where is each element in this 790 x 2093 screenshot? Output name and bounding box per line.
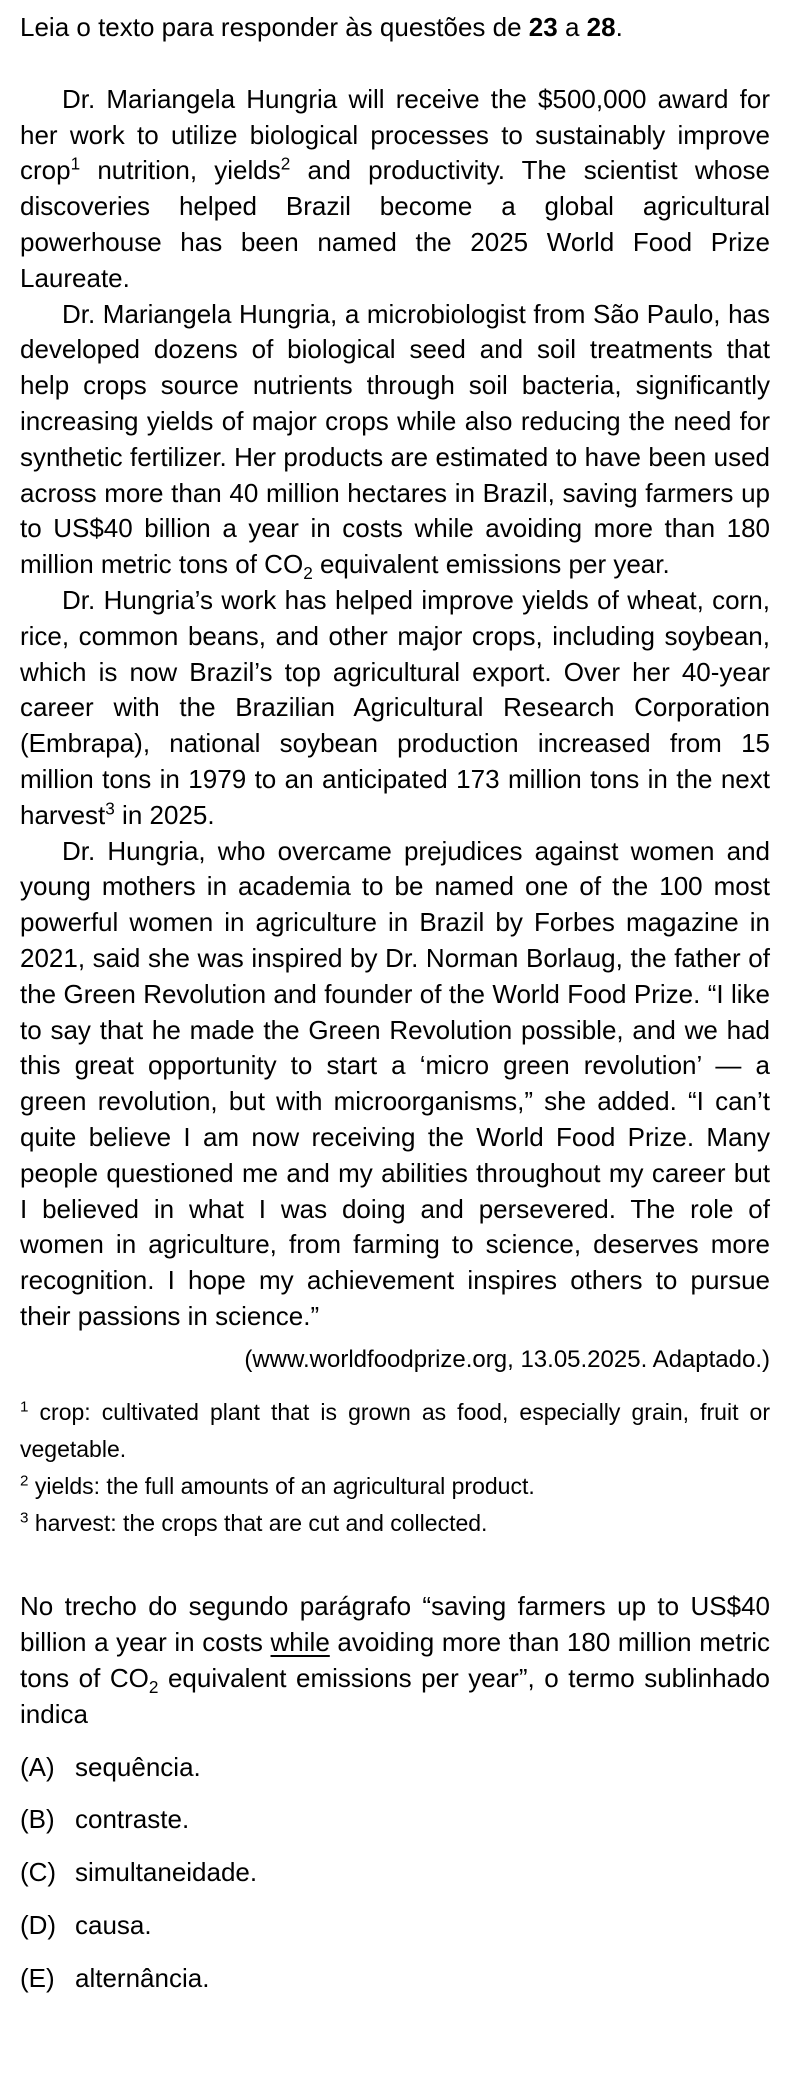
option-b[interactable] <box>20 1802 770 1838</box>
option-a[interactable] <box>20 1750 770 1786</box>
option-d-letter: (D) <box>20 1910 57 1941</box>
option-c-letter: (C) <box>20 1857 57 1888</box>
footnote-3: $^3$ harvest: the crops that are cut and collected. <box>20 1509 488 1537</box>
paragraph-1: Dr. Mariangela Hungria will receive the $500,000 award for her work to utilize biological processes to sustainably improve crop$^1$ nutrition, yields$^2$ and productivity. The scientist whose discoveries helped Brazil become a global agricultural powerhouse has been named the 2025 World Food Prize Laureate. <box>20 83 770 293</box>
option-d[interactable] <box>20 1908 770 1944</box>
paragraph-3: Dr. Hungria’s work has helped improve yields of wheat, corn, rice, common beans, and other major crops, including soybean, which is now Brazil’s top agricultural export. Over her 40-year career with the Brazilian Agricultural Research Corporation (Embrapa), national soybean production increased from 15 million tons in 1979 to an anticipated 173 million tons in the next harvest$^3$ in 2025. <box>20 584 770 830</box>
reading-text <box>20 82 770 1335</box>
option-e-label: alternância. <box>75 1962 210 1993</box>
option-a-letter: (A) <box>20 1751 55 1782</box>
question-block <box>20 1589 770 1996</box>
option-e[interactable] <box>20 1961 770 1997</box>
option-b-letter: (B) <box>20 1804 55 1835</box>
option-d-label: causa. <box>75 1910 152 1941</box>
footnote-2: $^2$ yields: the full amounts of an agricultural product. <box>20 1472 535 1500</box>
option-a-label: sequência. <box>75 1751 201 1782</box>
question-stem: No trecho do segundo parágrafo “saving farmers up to US$40 billion a year in costs while avoiding more than 180 million metric tons of $CO_2$ equivalent emissions per year”, o termo sublinhado indica <box>20 1591 771 1729</box>
footnotes <box>20 1394 770 1542</box>
paragraph-4: Dr. Hungria, who overcame prejudices against women and young mothers in academia to be named one of the 100 most powerful women in agriculture in Brazil by Forbes magazine in 2021, said she was inspired by Dr. Norman Borlaug, the father of the Green Revolution and founder of the World Food Prize. “I like to say that he made the Green Revolution possible, and we had this great opportunity to start a ‘micro green revolution’ — a green revolution, but with microorganisms,” she added. “I can’t quite believe I am now receiving the World Food Prize. Many people questioned me and my abilities throughout my career but I believed in what I was doing and persevered. The role of women in agriculture, from farming to science, deserves more recognition. I hope my achievement inspires others to pursue their passions in science.” <box>20 835 770 1331</box>
source-citation: (www.worldfoodprize.org, 13.05.2025. Adaptado.) <box>244 1345 770 1373</box>
instruction-line: Leia o texto para responder às questões de 23 a 28. <box>20 12 623 42</box>
footnote-1: $^1$ crop: cultivated plant that is grown as food, especially grain, fruit or vegetable. <box>20 1398 770 1463</box>
option-e-letter: (E) <box>20 1962 55 1993</box>
answer-options <box>20 1750 770 1997</box>
paragraph-2: Dr. Mariangela Hungria, a microbiologist from São Paulo, has developed dozens of biological seed and soil treatments that help crops source nutrients through soil bacteria, significantly increasing yields of major crops while also reducing the need for synthetic fertilizer. Her products are estimated to have been used across more than 40 million hectares in Brazil, saving farmers up to US$40 billion a year in costs while avoiding more than 180 million metric tons of $CO_2$ equivalent emissions per year. <box>20 298 770 584</box>
option-c[interactable] <box>20 1855 770 1891</box>
option-c-label: simultaneidade. <box>75 1857 258 1888</box>
option-b-label: contraste. <box>75 1804 190 1835</box>
